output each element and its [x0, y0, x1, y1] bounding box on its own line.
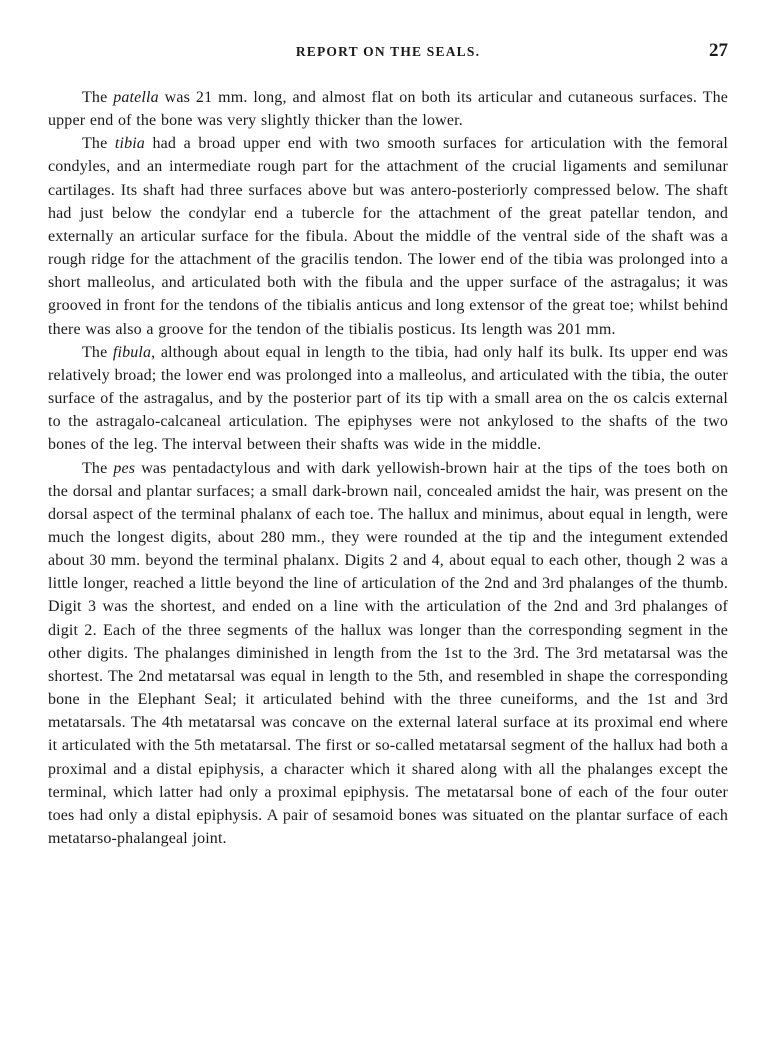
paragraph-lead: The	[82, 89, 114, 106]
term-patella: patella	[113, 89, 159, 106]
paragraph-text: , although about equal in length to the tibia, had only half its bulk. Its upper end was relatively broad; the lower end was prolonged into a malleolus, and articulated with the tibia, the outer surface of the astragalus, and by the posterior part of its tip with a small area on the os calcis external to the astragalo-calcaneal articulation. The epiphyses were not ankylosed to the shafts of the two bones of the leg. The interval between their shafts was wide in the middle.	[48, 343, 728, 454]
paragraph-pes	[48, 457, 728, 851]
paragraph-text: was 21 mm. long, and almost flat on both its articular and cutaneous surfaces. The upper end of the bone was very slightly thicker than the lower.	[48, 89, 728, 130]
paragraph-lead: The	[82, 343, 113, 361]
page-number: 27	[709, 40, 728, 61]
term-fibula: fibula	[112, 343, 152, 361]
paragraph-text: had a broad upper end with two smooth surfaces for articulation with the femoral condyles, and an intermediate rough part for the attachment of the crucial ligaments and semilunar cartilages. Its shaft had three surfaces above but was antero-posteriorly compressed below. The shaft had just below the condylar end a tubercle for the attachment of the great patellar tendon, and externally an articular surface for the fibula. About the middle of the ventral side of the shaft was a rough ridge for the attachment of the gracilis tendon. The lower end of the tibia was prolonged into a short malleolus, and articulated both with the fibula and the upper surface of the astragalus; it was grooved in front for the tendons of the tibialis anticus and long extensor of the great toe; whilst behind there was also a groove for the tendon of the tibialis posticus. Its length was 201 mm.	[48, 135, 728, 338]
paragraph-tibia	[48, 132, 728, 340]
running-head	[48, 36, 728, 66]
body-text	[48, 86, 728, 850]
running-title: REPORT ON THE SEALS.	[295, 44, 481, 59]
paragraph-fibula	[48, 341, 728, 457]
page	[48, 36, 728, 850]
paragraph-lead: The	[82, 459, 114, 477]
paragraph-patella	[48, 86, 728, 132]
term-tibia: tibia	[114, 135, 145, 153]
term-pes: pes	[113, 459, 136, 477]
paragraph-text: was pentadactylous and with dark yellowish-brown hair at the tips of the toes both on the dorsal and plantar surfaces; a small dark-brown nail, concealed amidst the hair, was present on the dorsal aspect of the terminal phalanx of each toe. The hallux and minimus, about equal in length, were much the longest digits, about 280 mm., they were rounded at the tip and the integument extended about 30 mm. beyond the terminal phalanx. Digits 2 and 4, about equal to each other, though 2 was a little longer, reached a little beyond the line of articulation of the 2nd and 3rd phalanges of the thumb. Digit 3 was the shortest, and ended on a line with the articulation of the 2nd and 3rd phalanges of digit 2. Each of the three segments of the hallux was longer than the corresponding segment in the other digits. The phalanges diminished in length from the 1st to the 3rd. The 3rd metatarsal was the shortest. The 2nd metatarsal was equal in length to the 5th, and resembled in shape the corresponding bone in the Elephant Seal; it articulated behind with the three cuneiforms, and the 1st and 3rd metatarsals. The 4th metatarsal was concave on the external lateral surface at its proximal end where it articulated with the 5th metatarsal. The first or so-called metatarsal segment of the hallux had both a proximal and a distal epiphysis, a character which it shared along with all the phalanges except the terminal, which latter had only a proximal epiphysis. The metatarsal bone of each of the four outer toes had only a distal epiphysis. A pair of sesamoid bones was situated on the plantar surface of each metatarso-phalangeal joint.	[48, 459, 728, 847]
paragraph-lead: The	[82, 135, 115, 153]
